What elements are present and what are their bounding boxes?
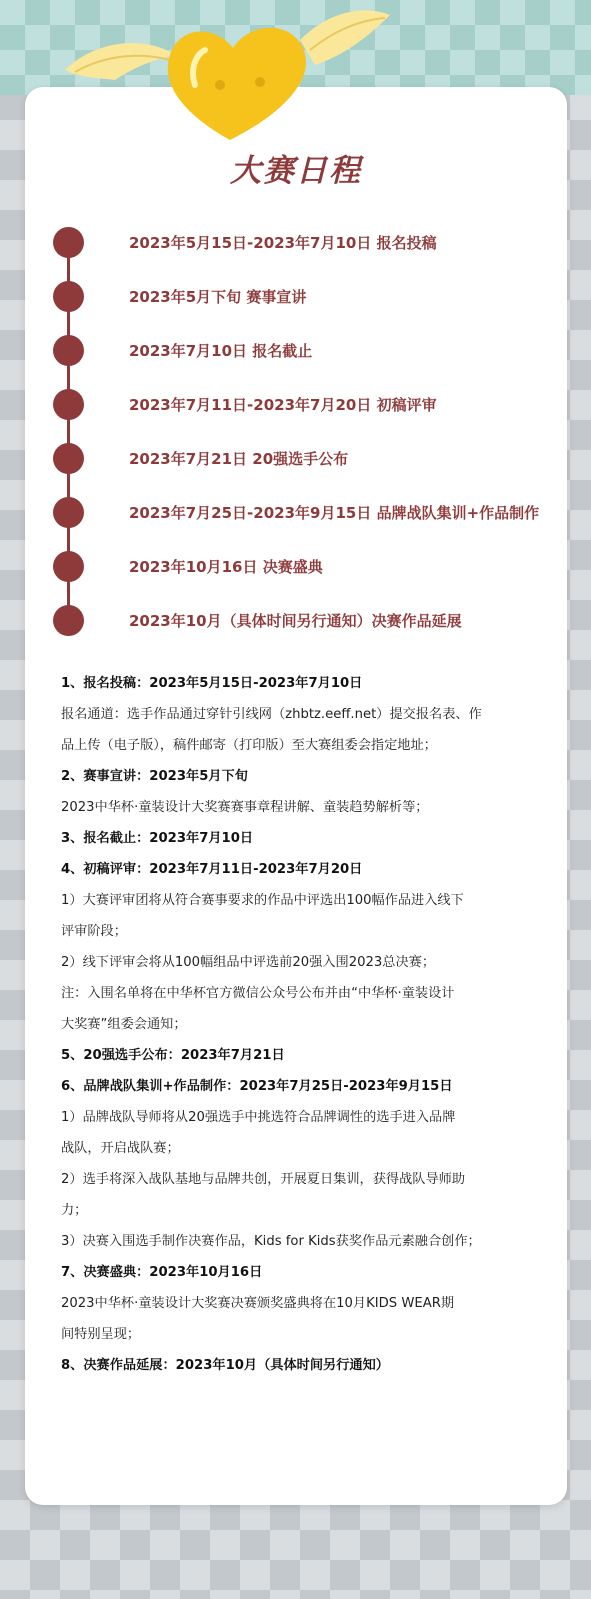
detail-text: 大奖赛”组委会通知；: [61, 1017, 187, 1032]
detail-text: 报名通道：选手作品通过穿针引线网（zhbtz.eeff.net）提交报名表、作: [61, 707, 482, 722]
timeline-dot-icon: [53, 443, 84, 474]
detail-heading: 7、决赛盛典：2023年10月16日: [61, 1265, 263, 1280]
winged-heart-mascot-icon: [55, 0, 395, 150]
detail-heading: 3、报名截止：2023年7月10日: [61, 831, 254, 846]
detail-text: 战队，开启战队赛；: [61, 1141, 180, 1156]
schedule-card: [25, 87, 567, 1505]
timeline-item-label: 2023年7月25日-2023年9月15日 品牌战队集训+作品制作: [129, 504, 540, 522]
timeline-item: [53, 335, 563, 369]
timeline-dot-icon: [53, 497, 84, 528]
detail-text: 2023中华杯·童装设计大奖赛决赛颁奖盛典将在10月KIDS WEAR期: [61, 1296, 455, 1311]
timeline-dot-icon: [53, 551, 84, 582]
detail-text: 品上传（电子版），稿件邮寄（打印版）至大赛组委会指定地址；: [61, 738, 437, 753]
timeline-item-label: 2023年7月21日 20强选手公布: [129, 450, 349, 468]
timeline-item: [53, 497, 563, 531]
schedule-details: [61, 675, 556, 1388]
detail-text: 3）决赛入围选手制作决赛作品，Kids for Kids获奖作品元素融合创作；: [61, 1234, 481, 1249]
detail-text: 1）大赛评审团将从符合赛事要求的作品中评选出100幅作品进入线下: [61, 893, 464, 908]
detail-heading: 5、20强选手公布：2023年7月21日: [61, 1048, 285, 1063]
detail-text: 2）线下评审会将从100幅组品中评选前20强入围2023总决赛；: [61, 955, 436, 970]
detail-heading: 6、品牌战队集训+作品制作：2023年7月25日-2023年9月15日: [61, 1079, 453, 1094]
timeline-item-label: 2023年10月（具体时间另行通知）决赛作品延展: [129, 612, 462, 630]
detail-heading: 4、初稿评审：2023年7月11日-2023年7月20日: [61, 862, 363, 877]
timeline-item-label: 2023年7月11日-2023年7月20日 初稿评审: [129, 396, 437, 414]
timeline-item: [53, 551, 563, 585]
timeline-item: [53, 227, 563, 261]
timeline-item: [53, 389, 563, 423]
detail-text: 评审阶段；: [61, 924, 127, 939]
detail-text: 2）选手将深入战队基地与品牌共创，开展夏日集训，获得战队导师助: [61, 1172, 466, 1187]
page-title: 大赛日程: [230, 153, 362, 189]
timeline-dot-icon: [53, 605, 84, 636]
timeline-dot-icon: [53, 227, 84, 258]
timeline-dot-icon: [53, 335, 84, 366]
detail-text: 2023中华杯·童装设计大奖赛赛事章程讲解、童装趋势解析等；: [61, 800, 429, 815]
detail-heading: 2、赛事宣讲：2023年5月下旬: [61, 769, 248, 784]
detail-heading: 8、决赛作品延展：2023年10月（具体时间另行通知）: [61, 1358, 389, 1373]
timeline-item-label: 2023年7月10日 报名截止: [129, 342, 313, 360]
timeline-dot-icon: [53, 281, 84, 312]
timeline-item-label: 2023年10月16日 决赛盛典: [129, 558, 323, 576]
detail-text: 注：入围名单将在中华杯官方微信公众号公布并由“中华杯·童装设计: [61, 986, 455, 1001]
timeline-item: [53, 281, 563, 315]
timeline-item-label: 2023年5月下旬 赛事宣讲: [129, 288, 307, 306]
timeline-item: [53, 443, 563, 477]
timeline-dot-icon: [53, 389, 84, 420]
detail-heading: 1、报名投稿：2023年5月15日-2023年7月10日: [61, 676, 363, 691]
detail-text: 力；: [61, 1203, 88, 1218]
timeline-item: [53, 605, 563, 639]
detail-text: 间特别呈现；: [61, 1327, 141, 1342]
detail-text: 1）品牌战队导师将从20强选手中挑选符合品牌调性的选手进入品牌: [61, 1110, 456, 1125]
timeline-item-label: 2023年5月15日-2023年7月10日 报名投稿: [129, 234, 437, 252]
